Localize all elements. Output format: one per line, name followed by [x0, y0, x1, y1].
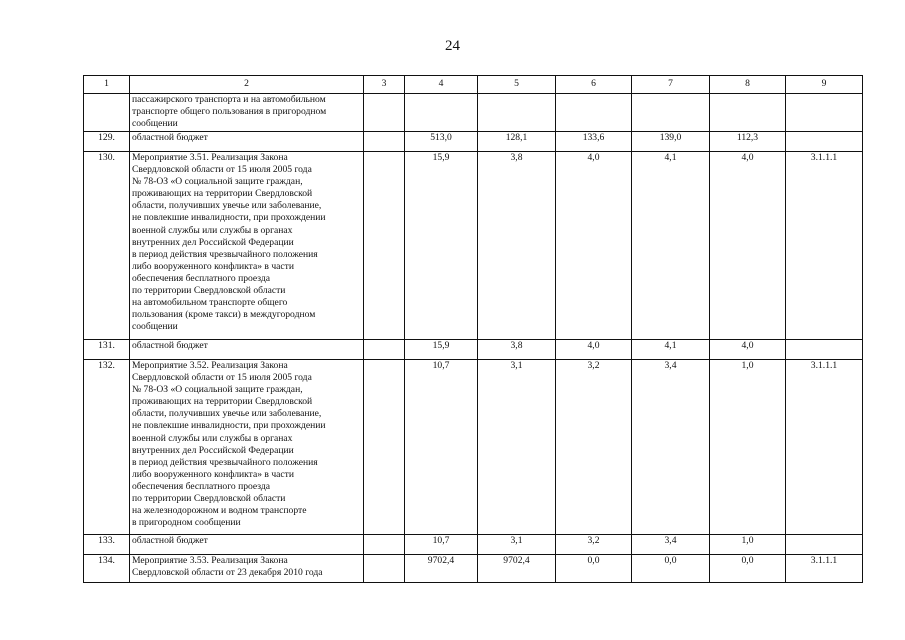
cell-col9	[786, 94, 863, 132]
cell-col7: 3,4	[632, 535, 710, 555]
table-row	[84, 340, 863, 360]
table-row	[84, 132, 863, 152]
cell-col5: 3,1	[478, 360, 556, 535]
cell-col5: 3,8	[478, 340, 556, 360]
cell-col3	[364, 132, 405, 152]
cell-col7: 4,1	[632, 152, 710, 340]
cell-col3	[364, 360, 405, 535]
cell-col9	[786, 340, 863, 360]
column-header: 9	[786, 76, 863, 94]
column-header: 8	[710, 76, 786, 94]
cell-col3	[364, 94, 405, 132]
page-number: 24	[445, 38, 460, 54]
cell-col6: 4,0	[556, 152, 632, 340]
cell-col9: 3.1.1.1	[786, 360, 863, 535]
row-number: 133.	[84, 535, 130, 555]
cell-col7: 0,0	[632, 555, 710, 583]
cell-col4	[405, 94, 478, 132]
table-row	[84, 555, 863, 583]
column-header: 5	[478, 76, 556, 94]
cell-col9: 3.1.1.1	[786, 555, 863, 583]
cell-col6: 4,0	[556, 340, 632, 360]
cell-col4: 15,9	[405, 340, 478, 360]
cell-col9: 3.1.1.1	[786, 152, 863, 340]
cell-col9	[786, 535, 863, 555]
cell-col3	[364, 340, 405, 360]
row-description: Мероприятие 3.53. Реализация Закона Свердловской области от 23 декабря 2010 года	[130, 555, 364, 583]
table-row	[84, 535, 863, 555]
cell-col7: 4,1	[632, 340, 710, 360]
cell-col8: 0,0	[710, 555, 786, 583]
cell-col6	[556, 94, 632, 132]
cell-col4: 9702,4	[405, 555, 478, 583]
row-number: 130.	[84, 152, 130, 340]
budget-table	[83, 75, 863, 583]
cell-col8: 1,0	[710, 360, 786, 535]
cell-col7: 3,4	[632, 360, 710, 535]
cell-col5	[478, 94, 556, 132]
cell-col6: 0,0	[556, 555, 632, 583]
cell-col6: 133,6	[556, 132, 632, 152]
row-description: областной бюджет	[130, 340, 364, 360]
column-header: 3	[364, 76, 405, 94]
cell-col6: 3,2	[556, 360, 632, 535]
cell-col8: 4,0	[710, 152, 786, 340]
cell-col7	[632, 94, 710, 132]
row-number: 131.	[84, 340, 130, 360]
cell-col8	[710, 94, 786, 132]
cell-col4: 10,7	[405, 360, 478, 535]
cell-col8: 4,0	[710, 340, 786, 360]
cell-col5: 3,1	[478, 535, 556, 555]
column-header: 6	[556, 76, 632, 94]
table-row	[84, 152, 863, 340]
cell-col8: 1,0	[710, 535, 786, 555]
cell-col5: 3,8	[478, 152, 556, 340]
cell-col3	[364, 152, 405, 340]
row-description: Мероприятие 3.51. Реализация Закона Свердловской области от 15 июля 2005 года № 78-ОЗ «О социальной защите граждан, проживающих на территории Свердловской области, получивших увечье или заболевание, не повлекшие инвалидности, при прохождении военной службы или службы в органах внутренних дел Российской Федерации в период действия чрезвычайного положения либо вооруженного конфликта» в части обеспечения бесплатного проезда по территории Свердловской области на автомобильном транспорте общего пользования (кроме такси) в междугородном сообщении	[130, 152, 364, 340]
cell-col5: 9702,4	[478, 555, 556, 583]
row-description: областной бюджет	[130, 132, 364, 152]
cell-col3	[364, 555, 405, 583]
cell-col8: 112,3	[710, 132, 786, 152]
cell-col9	[786, 132, 863, 152]
table-row	[84, 94, 863, 132]
cell-col5: 128,1	[478, 132, 556, 152]
row-number: 129.	[84, 132, 130, 152]
cell-col4: 10,7	[405, 535, 478, 555]
table-row	[84, 360, 863, 535]
cell-col3	[364, 535, 405, 555]
cell-col7: 139,0	[632, 132, 710, 152]
cell-col6: 3,2	[556, 535, 632, 555]
cell-col4: 513,0	[405, 132, 478, 152]
row-number: 134.	[84, 555, 130, 583]
row-description: пассажирского транспорта и на автомобильном транспорте общего пользования в пригородном сообщении	[130, 94, 364, 132]
row-number	[84, 94, 130, 132]
column-header: 1	[84, 76, 130, 94]
column-header: 4	[405, 76, 478, 94]
table-header-row	[84, 76, 863, 94]
column-header: 2	[130, 76, 364, 94]
column-header: 7	[632, 76, 710, 94]
row-description: Мероприятие 3.52. Реализация Закона Свердловской области от 15 июля 2005 года № 78-ОЗ «О социальной защите граждан, проживающих на территории Свердловской области, получивших увечье или заболевание, не повлекшие инвалидности, при прохождении военной службы или службы в органах внутренних дел Российской Федерации в период действия чрезвычайного положения либо вооруженного конфликта» в части обеспечения бесплатного проезда по территории Свердловской области на железнодорожном и водном транспорте в пригородном сообщении	[130, 360, 364, 535]
row-number: 132.	[84, 360, 130, 535]
row-description: областной бюджет	[130, 535, 364, 555]
cell-col4: 15,9	[405, 152, 478, 340]
